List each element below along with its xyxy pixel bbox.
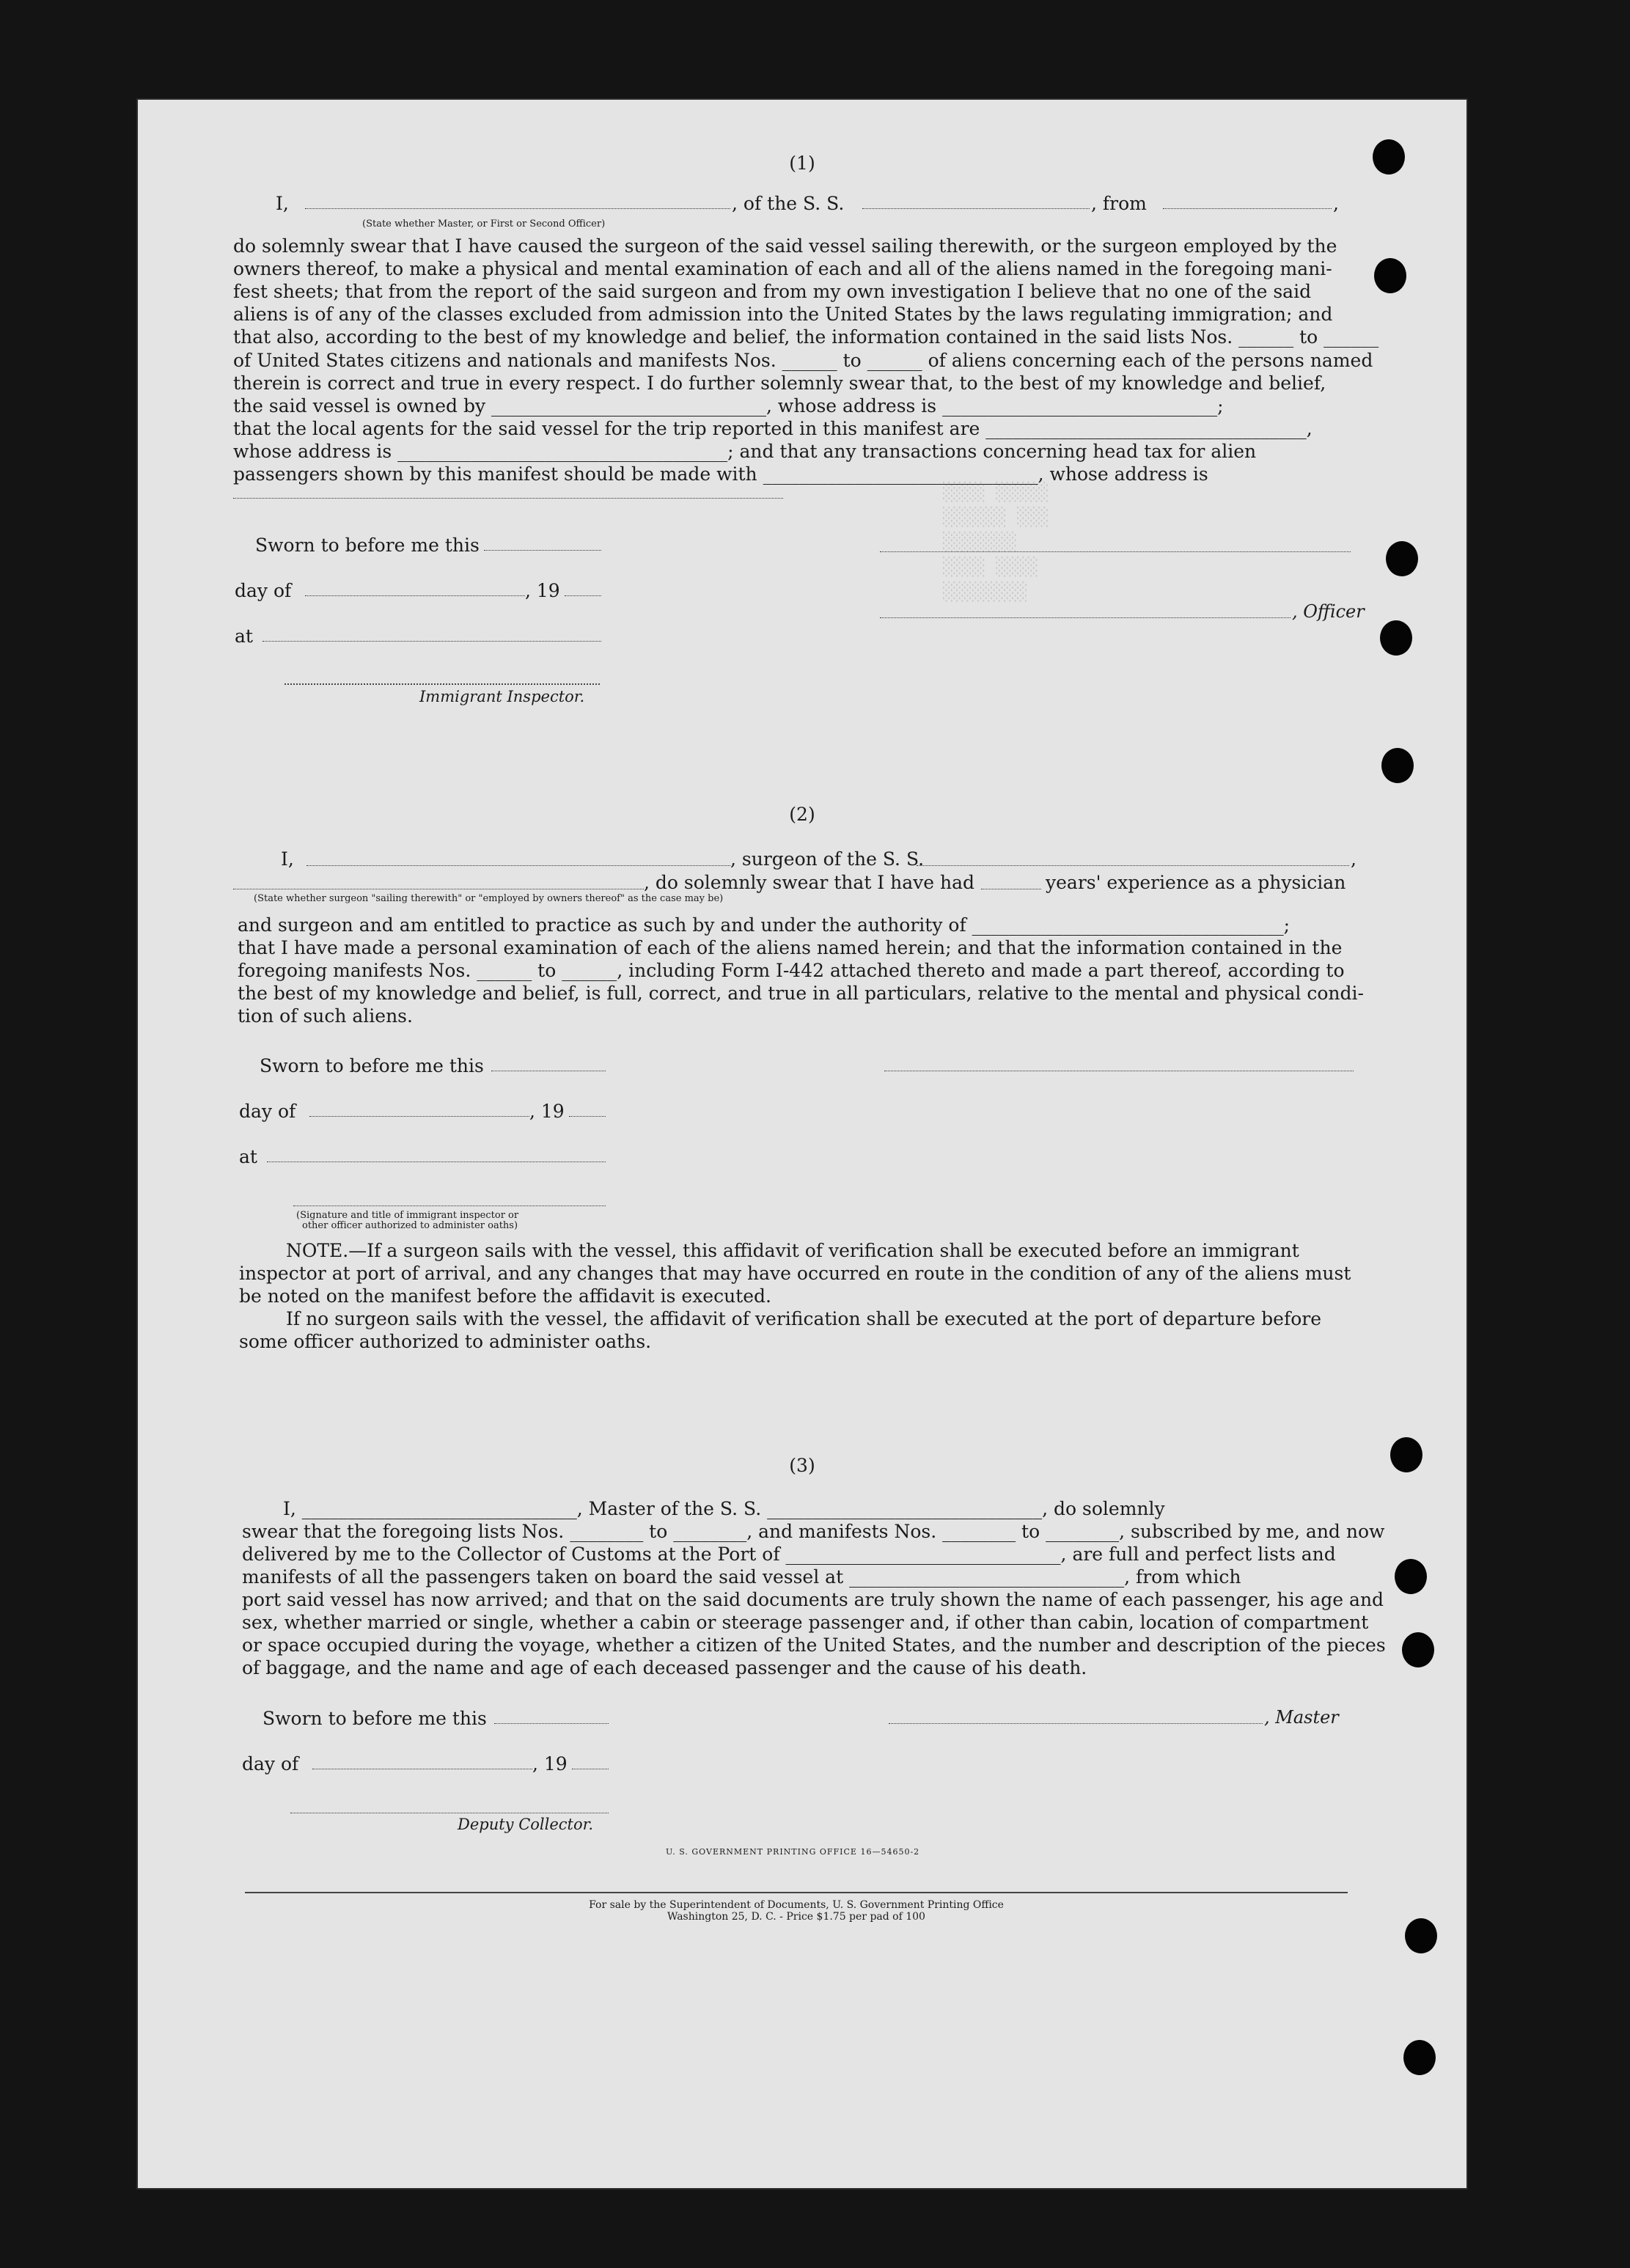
sworn-label-1: Sworn to before me this xyxy=(255,535,480,556)
day-of-label-1: day of xyxy=(235,580,292,601)
footer-line-2: Washington 25, D. C. - Price $1.75 per pad of 100 xyxy=(667,1911,925,1923)
deputy-collector-label: Deputy Collector. xyxy=(458,1816,594,1833)
punch-hole xyxy=(1402,1632,1434,1667)
body-line: passengers shown by this manifest should be made with ______________________________, whose address is xyxy=(233,463,1208,485)
body-line: manifests of all the passengers taken on board the said vessel at ______________________________, from which xyxy=(242,1566,1241,1588)
punch-hole xyxy=(1381,748,1414,783)
body-line: that also, according to the best of my knowledge and belief, the information contained in the said lists Nos. ______ to ______ xyxy=(233,326,1379,348)
printing-office-imprint: U. S. GOVERNMENT PRINTING OFFICE 16—54650-2 xyxy=(666,1847,920,1857)
note-line: NOTE.—If a surgeon sails with the vessel, this affidavit of verification shall be executed before an immigrant xyxy=(286,1240,1299,1261)
surgeon-name-field[interactable] xyxy=(306,865,730,866)
bleed-through-text: ░░░░ ░░░░░ ░░░░░░ ░░░ ░░░░░░░ ░░░░ ░░░░ ░░░░░░░░ xyxy=(943,482,1049,602)
body-line: that the local agents for the said vessel for the trip reported in this manifest are ___________________________________, xyxy=(233,418,1313,439)
punch-hole xyxy=(1373,139,1405,175)
section-2-i: I, xyxy=(281,848,294,870)
punch-hole xyxy=(1374,258,1406,293)
punch-hole xyxy=(1403,2040,1436,2075)
body-line: sex, whether married or single, whether a cabin or steerage passenger and, if other than cabin, location of compartment xyxy=(242,1612,1369,1633)
footer-line-1: For sale by the Superintendent of Documents, U. S. Government Printing Office xyxy=(589,1899,1004,1911)
document-page xyxy=(136,98,1468,2190)
punch-hole xyxy=(1405,1918,1437,1953)
day-of-label-2: day of xyxy=(239,1101,296,1122)
sworn-label-2: Sworn to before me this xyxy=(260,1055,484,1076)
day-of-label-3: day of xyxy=(242,1753,299,1775)
inspector-signature-line[interactable] xyxy=(284,683,600,685)
body-line: delivered by me to the Collector of Customs at the Port of ______________________________, are full and perfect lists and xyxy=(242,1544,1336,1565)
day-field-1[interactable] xyxy=(305,595,525,596)
body-line: swear that the foregoing lists Nos. ________ to ________, and manifests Nos. ________ to ________, subscribed by me, and now xyxy=(242,1521,1385,1542)
master-label: , Master xyxy=(1264,1707,1339,1728)
body-line: or space occupied during the voyage, whether a citizen of the United States, and the number and description of the pieces xyxy=(242,1634,1386,1656)
year-label-2: , 19 xyxy=(529,1101,565,1122)
section-1-end: , xyxy=(1333,193,1339,214)
swear-label: , do solemnly swear that I have had xyxy=(644,872,975,893)
note-line: some officer authorized to administer oaths. xyxy=(239,1331,652,1352)
officer-name-line[interactable] xyxy=(880,551,1351,552)
punch-hole xyxy=(1390,1437,1422,1472)
body-line: whose address is ____________________________________; and that any transactions concerning head tax for alien xyxy=(233,441,1257,462)
body-line: I, ______________________________, Master of the S. S. ______________________________, do solemnly xyxy=(283,1498,1165,1519)
body-line: the best of my knowledge and belief, is full, correct, and true in all particulars, relative to the mental and physical condi- xyxy=(238,983,1364,1004)
surgeon-note: (State whether surgeon "sailing therewith" or "employed by owners thereof" as the case may be) xyxy=(254,893,724,904)
section-3-number: (3) xyxy=(789,1455,815,1476)
years-label: years' experience as a physician xyxy=(1046,872,1346,893)
at-field-2[interactable] xyxy=(267,1161,606,1162)
section-2-end: , xyxy=(1351,848,1357,870)
section-1-i: I, xyxy=(276,193,289,214)
sworn-date-field-3[interactable] xyxy=(494,1723,609,1724)
note-line: be noted on the manifest before the affidavit is executed. xyxy=(239,1285,771,1307)
body-line: and surgeon and am entitled to practice as such by and under the authority of __________________________________; xyxy=(238,914,1291,936)
surgeon-of-label: , surgeon of the S. S. xyxy=(730,848,925,870)
body-line: the said vessel is owned by ______________________________, whose address is ______________________________; xyxy=(233,395,1224,416)
punch-hole xyxy=(1395,1559,1427,1594)
body-line: tion of such aliens. xyxy=(238,1005,413,1027)
signature-note-2: other officer authorized to administer oaths) xyxy=(302,1220,518,1231)
officer-label: , Officer xyxy=(1292,601,1365,622)
immigrant-inspector-label: Immigrant Inspector. xyxy=(419,688,585,705)
body-line: that I have made a personal examination of each of the aliens named herein; and that the information contained in the xyxy=(238,937,1343,958)
year-field-2[interactable] xyxy=(569,1116,606,1117)
officer-note: (State whether Master, or First or Second Officer) xyxy=(362,219,606,230)
body-line: of United States citizens and nationals and manifests Nos. ______ to ______ of aliens concerning each of the persons named xyxy=(233,350,1373,371)
body-line: foregoing manifests Nos. ______ to ______, including Form I-442 attached thereto and made a part thereof, according to xyxy=(238,960,1345,981)
head-tax-address-field[interactable] xyxy=(233,498,783,499)
section-1-number: (1) xyxy=(789,153,815,174)
officer-signature-line[interactable] xyxy=(880,617,1291,618)
body-line: do solemnly swear that I have caused the surgeon of the said vessel sailing therewith, or the surgeon employed by the xyxy=(233,235,1337,257)
year-label-3: , 19 xyxy=(532,1753,568,1775)
note-line: If no surgeon sails with the vessel, the affidavit of verification shall be executed at the port of departure before xyxy=(286,1308,1321,1329)
punch-hole xyxy=(1386,541,1418,576)
body-line: of baggage, and the name and age of each deceased passenger and the cause of his death. xyxy=(242,1657,1087,1678)
signature-note-1: (Signature and title of immigrant inspector or xyxy=(296,1210,519,1221)
at-field-1[interactable] xyxy=(263,641,601,642)
body-line: therein is correct and true in every respect. I do further solemnly swear that, to the best of my knowledge and belief, xyxy=(233,373,1326,394)
surgeon-vessel-field[interactable] xyxy=(917,865,1349,866)
punch-hole xyxy=(1380,620,1412,656)
section-1-from-label: , from xyxy=(1091,193,1147,214)
sworn-label-3: Sworn to before me this xyxy=(263,1708,487,1729)
at-label-2: at xyxy=(239,1146,257,1167)
year-field-1[interactable] xyxy=(565,595,601,596)
day-field-2[interactable] xyxy=(309,1116,529,1117)
sworn-date-field-1[interactable] xyxy=(484,550,601,551)
officer-field[interactable] xyxy=(305,208,730,209)
section-2-number: (2) xyxy=(789,804,815,825)
at-label-1: at xyxy=(235,625,253,647)
footer-rule xyxy=(245,1892,1348,1893)
body-line: fest sheets; that from the report of the said surgeon and from my own investigation I believe that no one of the said xyxy=(233,281,1312,302)
year-label-1: , 19 xyxy=(525,580,560,601)
vessel-field[interactable] xyxy=(862,208,1090,209)
body-line: owners thereof, to make a physical and mental examination of each and all of the aliens named in the foregoing mani- xyxy=(233,258,1332,279)
body-line: port said vessel has now arrived; and that on the said documents are truly shown the name of each passenger, his age and xyxy=(242,1589,1384,1610)
master-signature-line[interactable] xyxy=(889,1723,1263,1724)
body-line: aliens is of any of the classes excluded from admission into the United States by the laws regulating immigration; and xyxy=(233,304,1333,325)
section-1-ss-label: , of the S. S. xyxy=(732,193,845,214)
inspector-signature-line-2[interactable] xyxy=(293,1205,606,1206)
note-line: inspector at port of arrival, and any changes that may have occurred en route in the condition of any of the aliens must xyxy=(239,1263,1351,1284)
from-field[interactable] xyxy=(1163,208,1332,209)
